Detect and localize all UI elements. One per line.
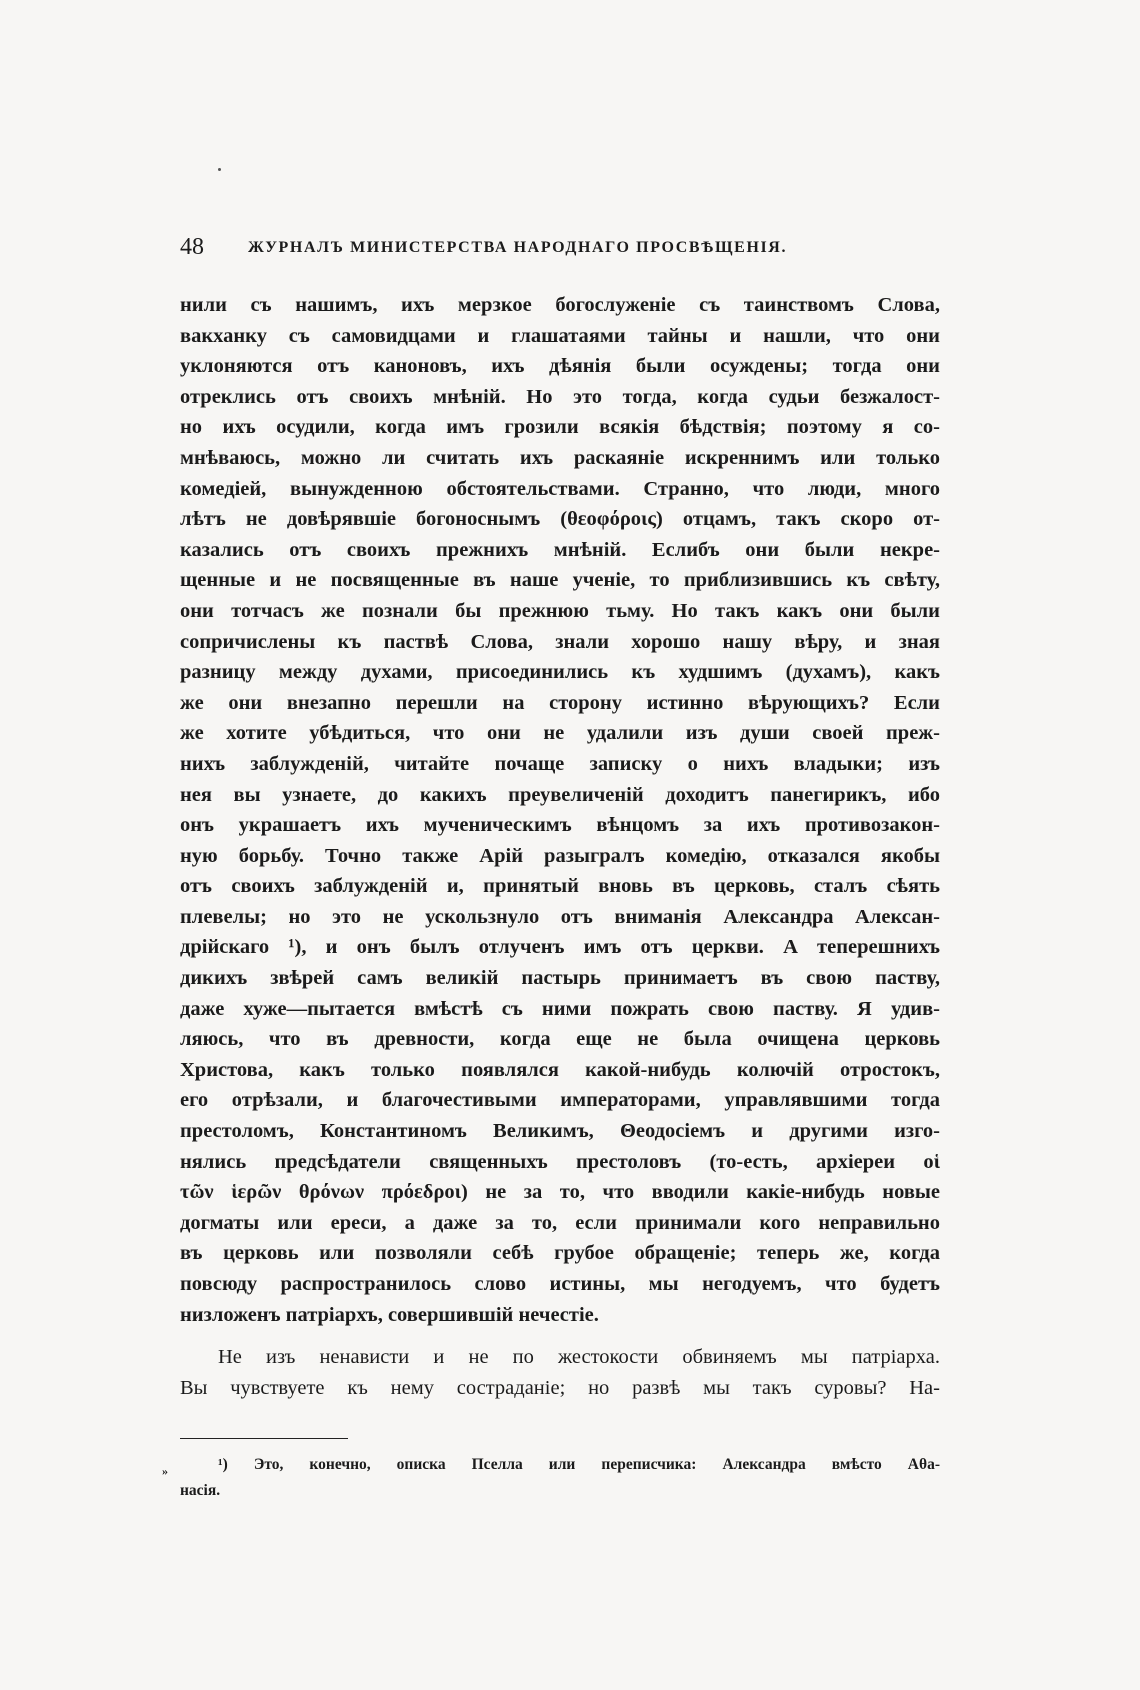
text-line: ную борьбу. Точно также Арій разыгралъ комедію, отказался якобы xyxy=(180,844,940,867)
text-line: но ихъ осудили, когда имъ грозили всякія бѣдствія; поэтому я со- xyxy=(180,416,940,439)
running-title: ЖУРНАЛЪ МИНИСТЕРСТВА НАРОДНАГО ПРОСВѢЩЕНІЯ. xyxy=(248,239,788,256)
text-line: повсюду распространилось слово истины, мы негодуемъ, что будетъ xyxy=(180,1273,940,1295)
page-speck xyxy=(218,168,221,171)
footnote-line: ¹) Это, конечно, описка Пселла или переписчика: Александра вмѣсто Аθа- xyxy=(218,1456,940,1473)
text-line: плевелы; но это не ускользнуло отъ вниманія Александра Алексан- xyxy=(180,905,940,928)
footnote-line: насія. xyxy=(180,1482,221,1499)
text-line: нея вы узнаете, до какихъ преувеличеній доходитъ панегирикъ, ибо xyxy=(180,783,940,806)
text-line: лѣтъ не довѣрявшіе богоноснымъ (θεοφόροις) отцамъ, такъ скоро от- xyxy=(180,508,940,531)
text-line: нили съ нашимъ, ихъ мерзкое богослуженіе съ таинствомъ Слова, xyxy=(180,294,940,316)
text-line: уклоняются отъ каноновъ, ихъ дѣянія были осуждены; тогда они xyxy=(180,355,940,378)
text-line: они тотчасъ же познали бы прежнюю тьму. Но такъ какъ они были xyxy=(180,599,940,622)
page-number: 48 xyxy=(180,234,204,260)
text-line: казались отъ своихъ прежнихъ мнѣній. Еслибъ они были некре- xyxy=(180,538,940,561)
text-line: нихъ заблужденій, читайте почаще записку о нихъ владыки; изъ xyxy=(180,752,940,775)
text-line: догматы или ереси, а даже за то, если принимали кого неправильно xyxy=(180,1211,940,1234)
text-line: низложенъ патріархъ, совершившій нечестіе. xyxy=(180,1303,599,1326)
text-line: его отрѣзали, и благочестивыми императорами, управлявшими тогда xyxy=(180,1089,940,1112)
margin-mark: » xyxy=(162,1464,168,1478)
footnote-block xyxy=(180,1452,940,1504)
text-line: отъ своихъ заблужденій и, принятый вновь въ церковь, сталъ сѣять xyxy=(180,875,940,898)
text-line: дрійскаго ¹), и онъ былъ отлученъ имъ отъ церкви. А теперешнихъ xyxy=(180,936,940,959)
text-line: же хотите убѣдиться, что они не удалили изъ души своей преж- xyxy=(180,722,940,745)
text-line: Вы чувствуете къ нему состраданіе; но развѣ мы такъ суровы? На- xyxy=(180,1376,940,1399)
text-line: дикихъ звѣрей самъ великій пастырь принимаетъ въ свою паству, xyxy=(180,967,940,990)
text-line: онъ украшаетъ ихъ мученическимъ вѣнцомъ за ихъ противозакон- xyxy=(180,814,940,837)
text-line: сопричислены къ паствѣ Слова, знали хорошо нашу вѣру, и зная xyxy=(180,630,940,653)
text-line: Христова, какъ только появлялся какой-нибудь колючій отростокъ, xyxy=(180,1058,940,1081)
new-paragraph-block xyxy=(180,1342,940,1403)
text-line: даже хуже—пытается вмѣстѣ съ ними пожрать свою паству. Я удив- xyxy=(180,997,940,1020)
text-line: отреклись отъ своихъ мнѣній. Но это тогда, когда судьи безжалост- xyxy=(180,385,940,408)
text-line: ляюсь, что въ древности, когда еще не была очищена церковь xyxy=(180,1028,940,1051)
text-line: же они внезапно перешли на сторону истинно вѣрующихъ? Если xyxy=(180,691,940,714)
text-line: нялись предсѣдатели священныхъ престоловъ (то-есть, архіереи οἱ xyxy=(180,1150,940,1173)
text-line: комедіей, вынужденною обстоятельствами. Странно, что люди, много xyxy=(180,477,940,500)
page-header xyxy=(180,232,940,262)
text-line: разницу между духами, присоединились къ худшимъ (духамъ), какъ xyxy=(180,661,940,684)
main-text-block xyxy=(180,290,940,1330)
text-line: щенные и не посвященные въ наше ученіе, то приблизившись къ свѣту, xyxy=(180,569,940,592)
footnote-divider xyxy=(180,1438,348,1439)
text-line: въ церковь или позволяли себѣ грубое обращеніе; теперь же, когда xyxy=(180,1242,940,1265)
text-line: престоломъ, Константиномъ Великимъ, Θеодосіемъ и другими изго- xyxy=(180,1120,940,1143)
text-line: τῶν ἱερῶν θρόνων πρόεδροι) не за то, что вводили какіе-нибудь новые xyxy=(180,1181,940,1204)
text-line: вакханку съ самовидцами и глашатаями тайны и нашли, что они xyxy=(180,324,940,347)
text-line: Не изъ ненависти и не по жестокости обвиняемъ мы патріарха. xyxy=(218,1346,940,1368)
text-line: мнѣваюсь, можно ли считать ихъ раскаяніе искреннимъ или только xyxy=(180,446,940,469)
